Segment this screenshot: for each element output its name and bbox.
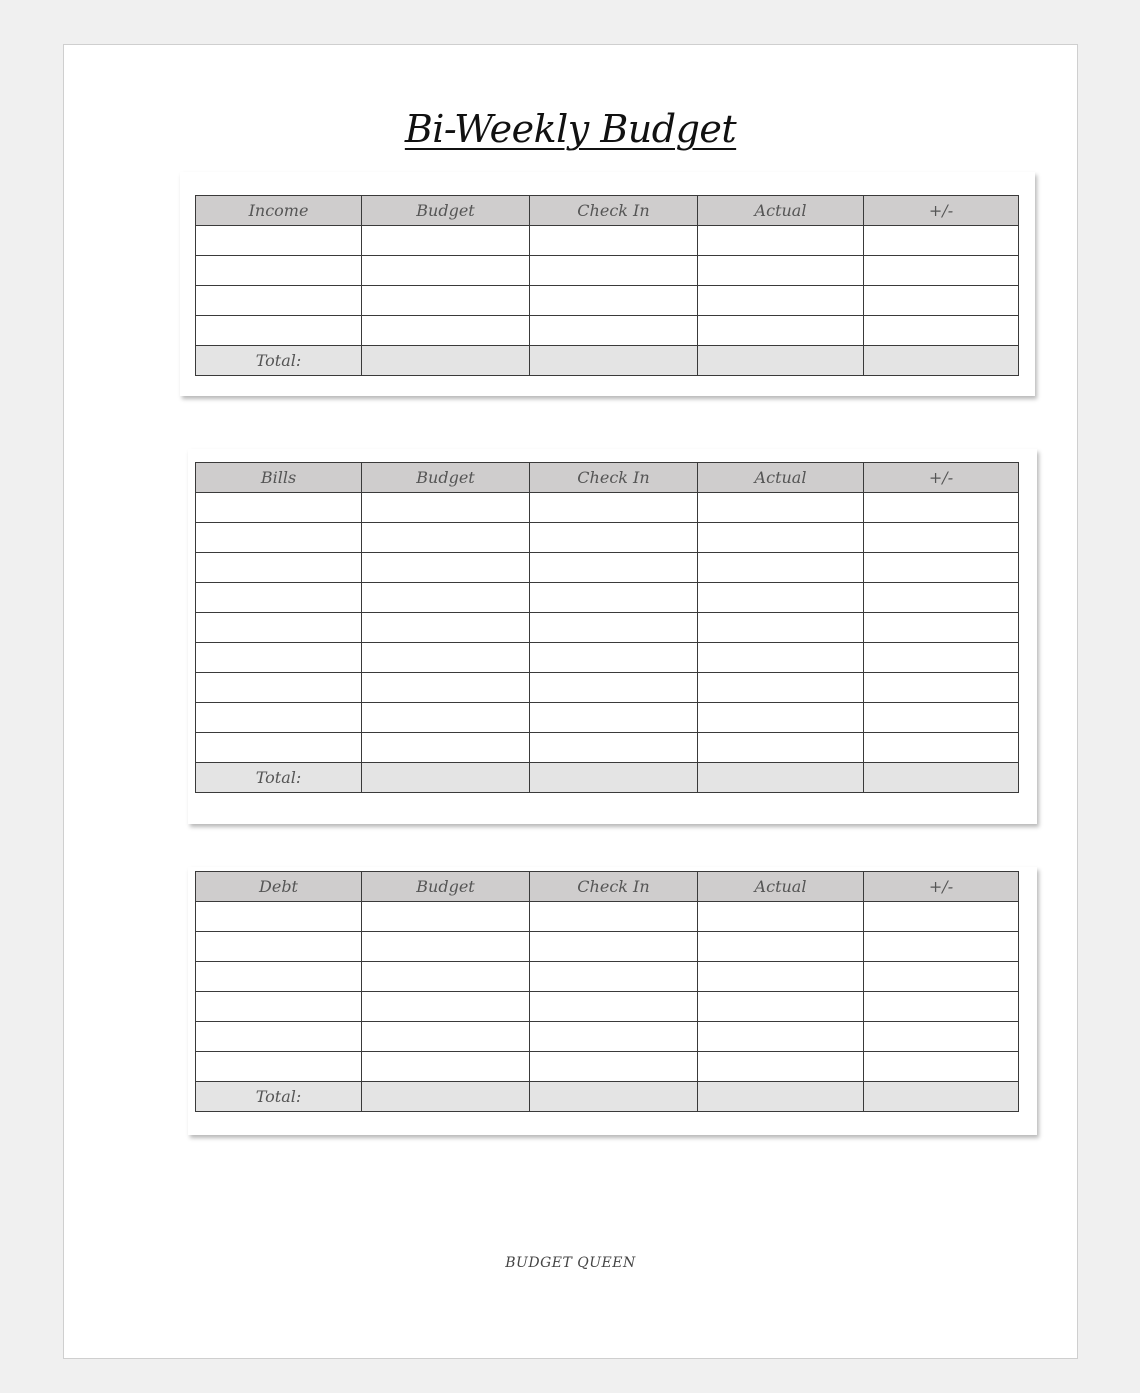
entry-row [196, 703, 1019, 733]
budget-cell [362, 256, 530, 286]
entry-row [196, 286, 1019, 316]
difference-cell [864, 992, 1019, 1022]
total-budget-cell [362, 763, 530, 793]
budget-cell [362, 493, 530, 523]
actual-cell [698, 613, 864, 643]
difference-cell [864, 553, 1019, 583]
difference-header: +/- [864, 872, 1019, 902]
budget-cell [362, 1052, 530, 1082]
budget-cell [362, 583, 530, 613]
check-in-cell [530, 286, 698, 316]
budget-cell [362, 733, 530, 763]
entry-row [196, 962, 1019, 992]
category-header: Income [196, 196, 362, 226]
total-budget-cell [362, 346, 530, 376]
check-in-cell [530, 992, 698, 1022]
actual-cell [698, 962, 864, 992]
budget-header: Budget [362, 872, 530, 902]
entry-row [196, 1052, 1019, 1082]
entry-row [196, 493, 1019, 523]
category-cell [196, 962, 362, 992]
actual-cell [698, 226, 864, 256]
actual-header: Actual [698, 196, 864, 226]
check-in-cell [530, 932, 698, 962]
entry-row [196, 932, 1019, 962]
total-row [196, 763, 1019, 793]
difference-cell [864, 1022, 1019, 1052]
difference-cell [864, 673, 1019, 703]
budget-cell [362, 643, 530, 673]
actual-cell [698, 286, 864, 316]
check-in-cell [530, 583, 698, 613]
budget-cell [362, 286, 530, 316]
actual-cell [698, 523, 864, 553]
actual-header: Actual [698, 872, 864, 902]
actual-cell [698, 733, 864, 763]
budget-sheet [63, 44, 1078, 1359]
check-in-cell [530, 733, 698, 763]
difference-header: +/- [864, 196, 1019, 226]
budget-header: Budget [362, 196, 530, 226]
difference-cell [864, 902, 1019, 932]
check-in-cell [530, 703, 698, 733]
difference-cell [864, 733, 1019, 763]
check-in-header: Check In [530, 196, 698, 226]
category-cell [196, 583, 362, 613]
page-title: Bi-Weekly Budget [404, 107, 737, 151]
check-in-cell [530, 643, 698, 673]
category-cell [196, 523, 362, 553]
budget-header: Budget [362, 463, 530, 493]
category-cell [196, 902, 362, 932]
check-in-cell [530, 1052, 698, 1082]
income-table [195, 195, 1019, 376]
budget-cell [362, 613, 530, 643]
bills-table [195, 462, 1019, 793]
budget-cell [362, 1022, 530, 1052]
actual-cell [698, 932, 864, 962]
difference-cell [864, 226, 1019, 256]
difference-header: +/- [864, 463, 1019, 493]
table-header-row [196, 463, 1019, 493]
difference-cell [864, 493, 1019, 523]
budget-cell [362, 902, 530, 932]
difference-cell [864, 1052, 1019, 1082]
category-cell [196, 613, 362, 643]
actual-cell [698, 643, 864, 673]
budget-cell [362, 226, 530, 256]
check-in-cell [530, 553, 698, 583]
actual-cell [698, 1052, 864, 1082]
budget-cell [362, 932, 530, 962]
category-cell [196, 553, 362, 583]
category-cell [196, 226, 362, 256]
actual-cell [698, 1022, 864, 1052]
actual-cell [698, 583, 864, 613]
category-cell [196, 286, 362, 316]
actual-cell [698, 493, 864, 523]
category-cell [196, 932, 362, 962]
category-cell [196, 733, 362, 763]
total-row [196, 346, 1019, 376]
total-label: Total: [196, 346, 362, 376]
entry-row [196, 733, 1019, 763]
entry-row [196, 992, 1019, 1022]
budget-cell [362, 703, 530, 733]
entry-row [196, 226, 1019, 256]
total-difference-cell [864, 1082, 1019, 1112]
actual-header: Actual [698, 463, 864, 493]
check-in-cell [530, 962, 698, 992]
category-cell [196, 1022, 362, 1052]
check-in-cell [530, 256, 698, 286]
check-in-cell [530, 316, 698, 346]
total-row [196, 1082, 1019, 1112]
actual-cell [698, 553, 864, 583]
footer-brand: BUDGET QUEEN [505, 1255, 636, 1271]
category-cell [196, 1052, 362, 1082]
difference-cell [864, 962, 1019, 992]
budget-cell [362, 962, 530, 992]
total-check-in-cell [530, 763, 698, 793]
entry-row [196, 673, 1019, 703]
check-in-cell [530, 1022, 698, 1052]
category-cell [196, 643, 362, 673]
entry-row [196, 553, 1019, 583]
budget-cell [362, 316, 530, 346]
difference-cell [864, 613, 1019, 643]
debt-table [195, 871, 1019, 1112]
category-cell [196, 256, 362, 286]
difference-cell [864, 643, 1019, 673]
total-budget-cell [362, 1082, 530, 1112]
difference-cell [864, 523, 1019, 553]
total-actual-cell [698, 1082, 864, 1112]
actual-cell [698, 992, 864, 1022]
check-in-cell [530, 902, 698, 932]
difference-cell [864, 286, 1019, 316]
entry-row [196, 613, 1019, 643]
check-in-cell [530, 523, 698, 553]
table-header-row [196, 872, 1019, 902]
actual-cell [698, 256, 864, 286]
category-header: Bills [196, 463, 362, 493]
category-cell [196, 316, 362, 346]
entry-row [196, 523, 1019, 553]
entry-row [196, 643, 1019, 673]
check-in-header: Check In [530, 872, 698, 902]
check-in-cell [530, 673, 698, 703]
total-label: Total: [196, 763, 362, 793]
actual-cell [698, 316, 864, 346]
actual-cell [698, 902, 864, 932]
total-difference-cell [864, 346, 1019, 376]
check-in-header: Check In [530, 463, 698, 493]
budget-cell [362, 553, 530, 583]
difference-cell [864, 256, 1019, 286]
total-actual-cell [698, 346, 864, 376]
entry-row [196, 1022, 1019, 1052]
table-header-row [196, 196, 1019, 226]
total-check-in-cell [530, 1082, 698, 1112]
category-cell [196, 992, 362, 1022]
category-cell [196, 703, 362, 733]
total-difference-cell [864, 763, 1019, 793]
difference-cell [864, 583, 1019, 613]
actual-cell [698, 703, 864, 733]
category-cell [196, 493, 362, 523]
budget-cell [362, 523, 530, 553]
total-check-in-cell [530, 346, 698, 376]
difference-cell [864, 703, 1019, 733]
entry-row [196, 256, 1019, 286]
category-header: Debt [196, 872, 362, 902]
check-in-cell [530, 226, 698, 256]
difference-cell [864, 932, 1019, 962]
check-in-cell [530, 493, 698, 523]
budget-cell [362, 673, 530, 703]
difference-cell [864, 316, 1019, 346]
actual-cell [698, 673, 864, 703]
entry-row [196, 583, 1019, 613]
total-actual-cell [698, 763, 864, 793]
category-cell [196, 673, 362, 703]
check-in-cell [530, 613, 698, 643]
total-label: Total: [196, 1082, 362, 1112]
entry-row [196, 316, 1019, 346]
entry-row [196, 902, 1019, 932]
budget-cell [362, 992, 530, 1022]
